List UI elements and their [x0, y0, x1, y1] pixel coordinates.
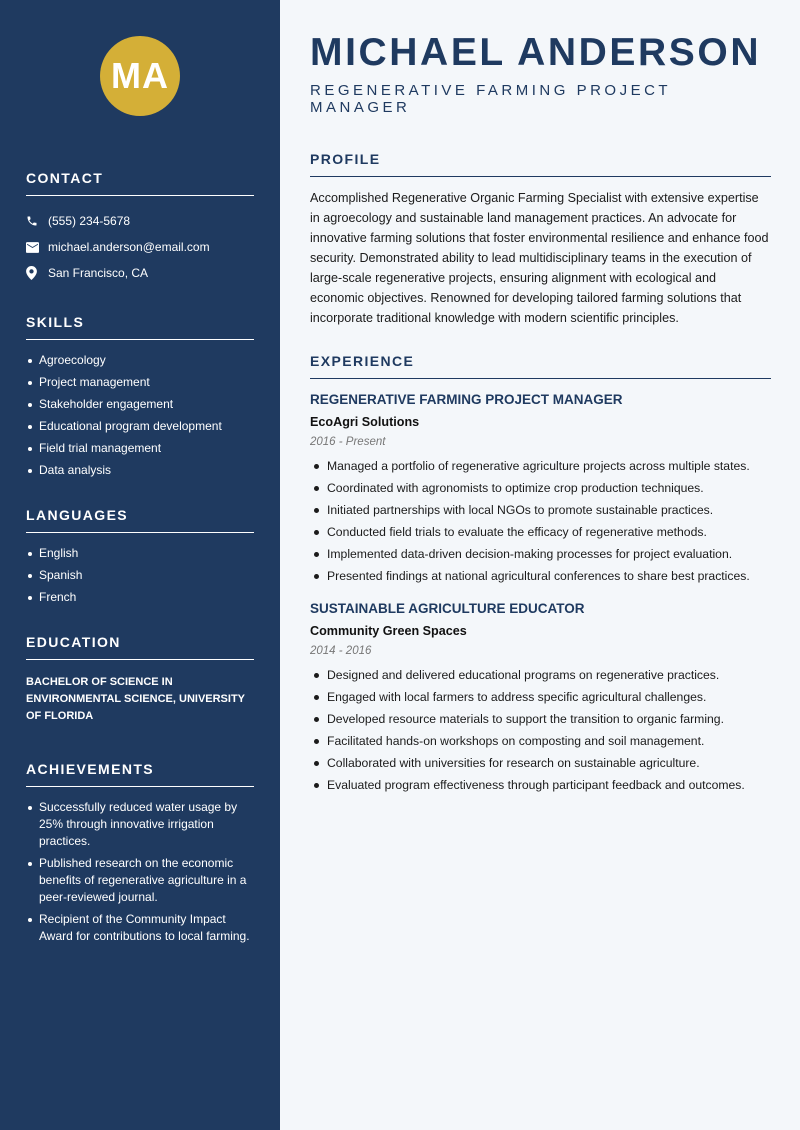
- education-section: [26, 634, 254, 725]
- candidate-title: REGENERATIVE FARMING PROJECT MANAGER: [310, 82, 671, 116]
- list-item: Recipient of the Community Impact Award for contributions to local farming.: [26, 911, 254, 945]
- contact-email: [26, 234, 254, 260]
- list-item: Agroecology: [26, 352, 254, 369]
- main-content: [280, 0, 800, 1130]
- list-item: Collaborated with universities for research on sustainable agriculture.: [310, 755, 771, 772]
- list-item: Designed and delivered educational programs on regenerative practices.: [310, 667, 771, 684]
- list-item: Project management: [26, 374, 254, 391]
- list-item: Successfully reduced water usage by 25% through innovative irrigation practices.: [26, 799, 254, 850]
- profile-text: Accomplished Regenerative Organic Farming Specialist with extensive expertise in agroecology and sustainable land management practices. An advocate for innovative farming solutions that foster environmental resilience and enhance food security. Demonstrated ability to lead multidisciplinary teams in the execution of large-scale regenerative projects, ensuring alignment with ecological and economic objectives. Renowned for developing tailored farming solutions that incorporate traditional knowledge with modern scientific principles.: [310, 191, 769, 325]
- contact-location: [26, 260, 254, 286]
- company-name: EcoAgri Solutions: [310, 415, 420, 429]
- avatar-initials: MA: [111, 55, 169, 96]
- list-item: Data analysis: [26, 462, 254, 479]
- list-item: Developed resource materials to support the transition to organic farming.: [310, 711, 771, 728]
- education-heading: EDUCATION: [26, 634, 254, 660]
- phone-icon: [26, 215, 48, 227]
- languages-heading: LANGUAGES: [26, 507, 254, 533]
- job-dates: 2014 - 2016: [310, 645, 372, 657]
- list-item: Conducted field trials to evaluate the efficacy of regenerative methods.: [310, 524, 771, 541]
- contact-heading: CONTACT: [26, 170, 254, 196]
- list-item: Coordinated with agronomists to optimize crop production techniques.: [310, 480, 771, 497]
- job-dates: 2016 - Present: [310, 436, 386, 448]
- experience-heading: EXPERIENCE: [310, 353, 771, 379]
- sidebar: [0, 0, 280, 1130]
- list-item: French: [26, 589, 254, 606]
- company-name: Community Green Spaces: [310, 624, 467, 638]
- list-item: Engaged with local farmers to address specific agricultural challenges.: [310, 689, 771, 706]
- contact-phone: [26, 208, 254, 234]
- list-item: Educational program development: [26, 418, 254, 435]
- achievements-list: [26, 799, 254, 945]
- skills-list: [26, 352, 254, 479]
- list-item: Field trial management: [26, 440, 254, 457]
- email-icon: [26, 242, 48, 253]
- candidate-name: MICHAEL ANDERSON: [310, 31, 762, 74]
- list-item: Spanish: [26, 567, 254, 584]
- list-item: Implemented data-driven decision-making processes for project evaluation.: [310, 546, 771, 563]
- list-item: English: [26, 545, 254, 562]
- list-item: Presented findings at national agricultural conferences to share best practices.: [310, 568, 771, 585]
- job-bullets: [310, 667, 771, 794]
- contact-email-text[interactable]: michael.anderson@email.com: [48, 240, 210, 254]
- list-item: Facilitated hands-on workshops on composting and soil management.: [310, 733, 771, 750]
- education-degree: BACHELOR OF SCIENCE IN ENVIRONMENTAL SCIENCE, UNIVERSITY OF FLORIDA: [26, 676, 245, 722]
- contact-phone-text[interactable]: (555) 234-5678: [48, 214, 131, 228]
- achievements-heading: ACHIEVEMENTS: [26, 761, 254, 787]
- contact-location-text: San Francisco, CA: [48, 266, 149, 280]
- list-item: Stakeholder engagement: [26, 396, 254, 413]
- list-item: Published research on the economic benefits of regenerative agriculture in a peer-reviewed journal.: [26, 855, 254, 906]
- languages-list: [26, 545, 254, 606]
- contact-section: [26, 170, 254, 286]
- avatar: [100, 36, 180, 116]
- skills-heading: SKILLS: [26, 314, 254, 340]
- job-title: REGENERATIVE FARMING PROJECT MANAGER: [310, 392, 623, 407]
- job-entry: [310, 601, 771, 794]
- skills-section: [26, 314, 254, 479]
- list-item: Managed a portfolio of regenerative agriculture projects across multiple states.: [310, 458, 771, 475]
- languages-section: [26, 507, 254, 606]
- job-title: SUSTAINABLE AGRICULTURE EDUCATOR: [310, 601, 585, 616]
- list-item: Evaluated program effectiveness through participant feedback and outcomes.: [310, 777, 771, 794]
- job-bullets: [310, 458, 771, 585]
- list-item: Initiated partnerships with local NGOs to promote sustainable practices.: [310, 502, 771, 519]
- achievements-section: [26, 761, 254, 945]
- job-entry: [310, 392, 771, 585]
- profile-heading: PROFILE: [310, 151, 771, 177]
- location-pin-icon: [26, 266, 48, 280]
